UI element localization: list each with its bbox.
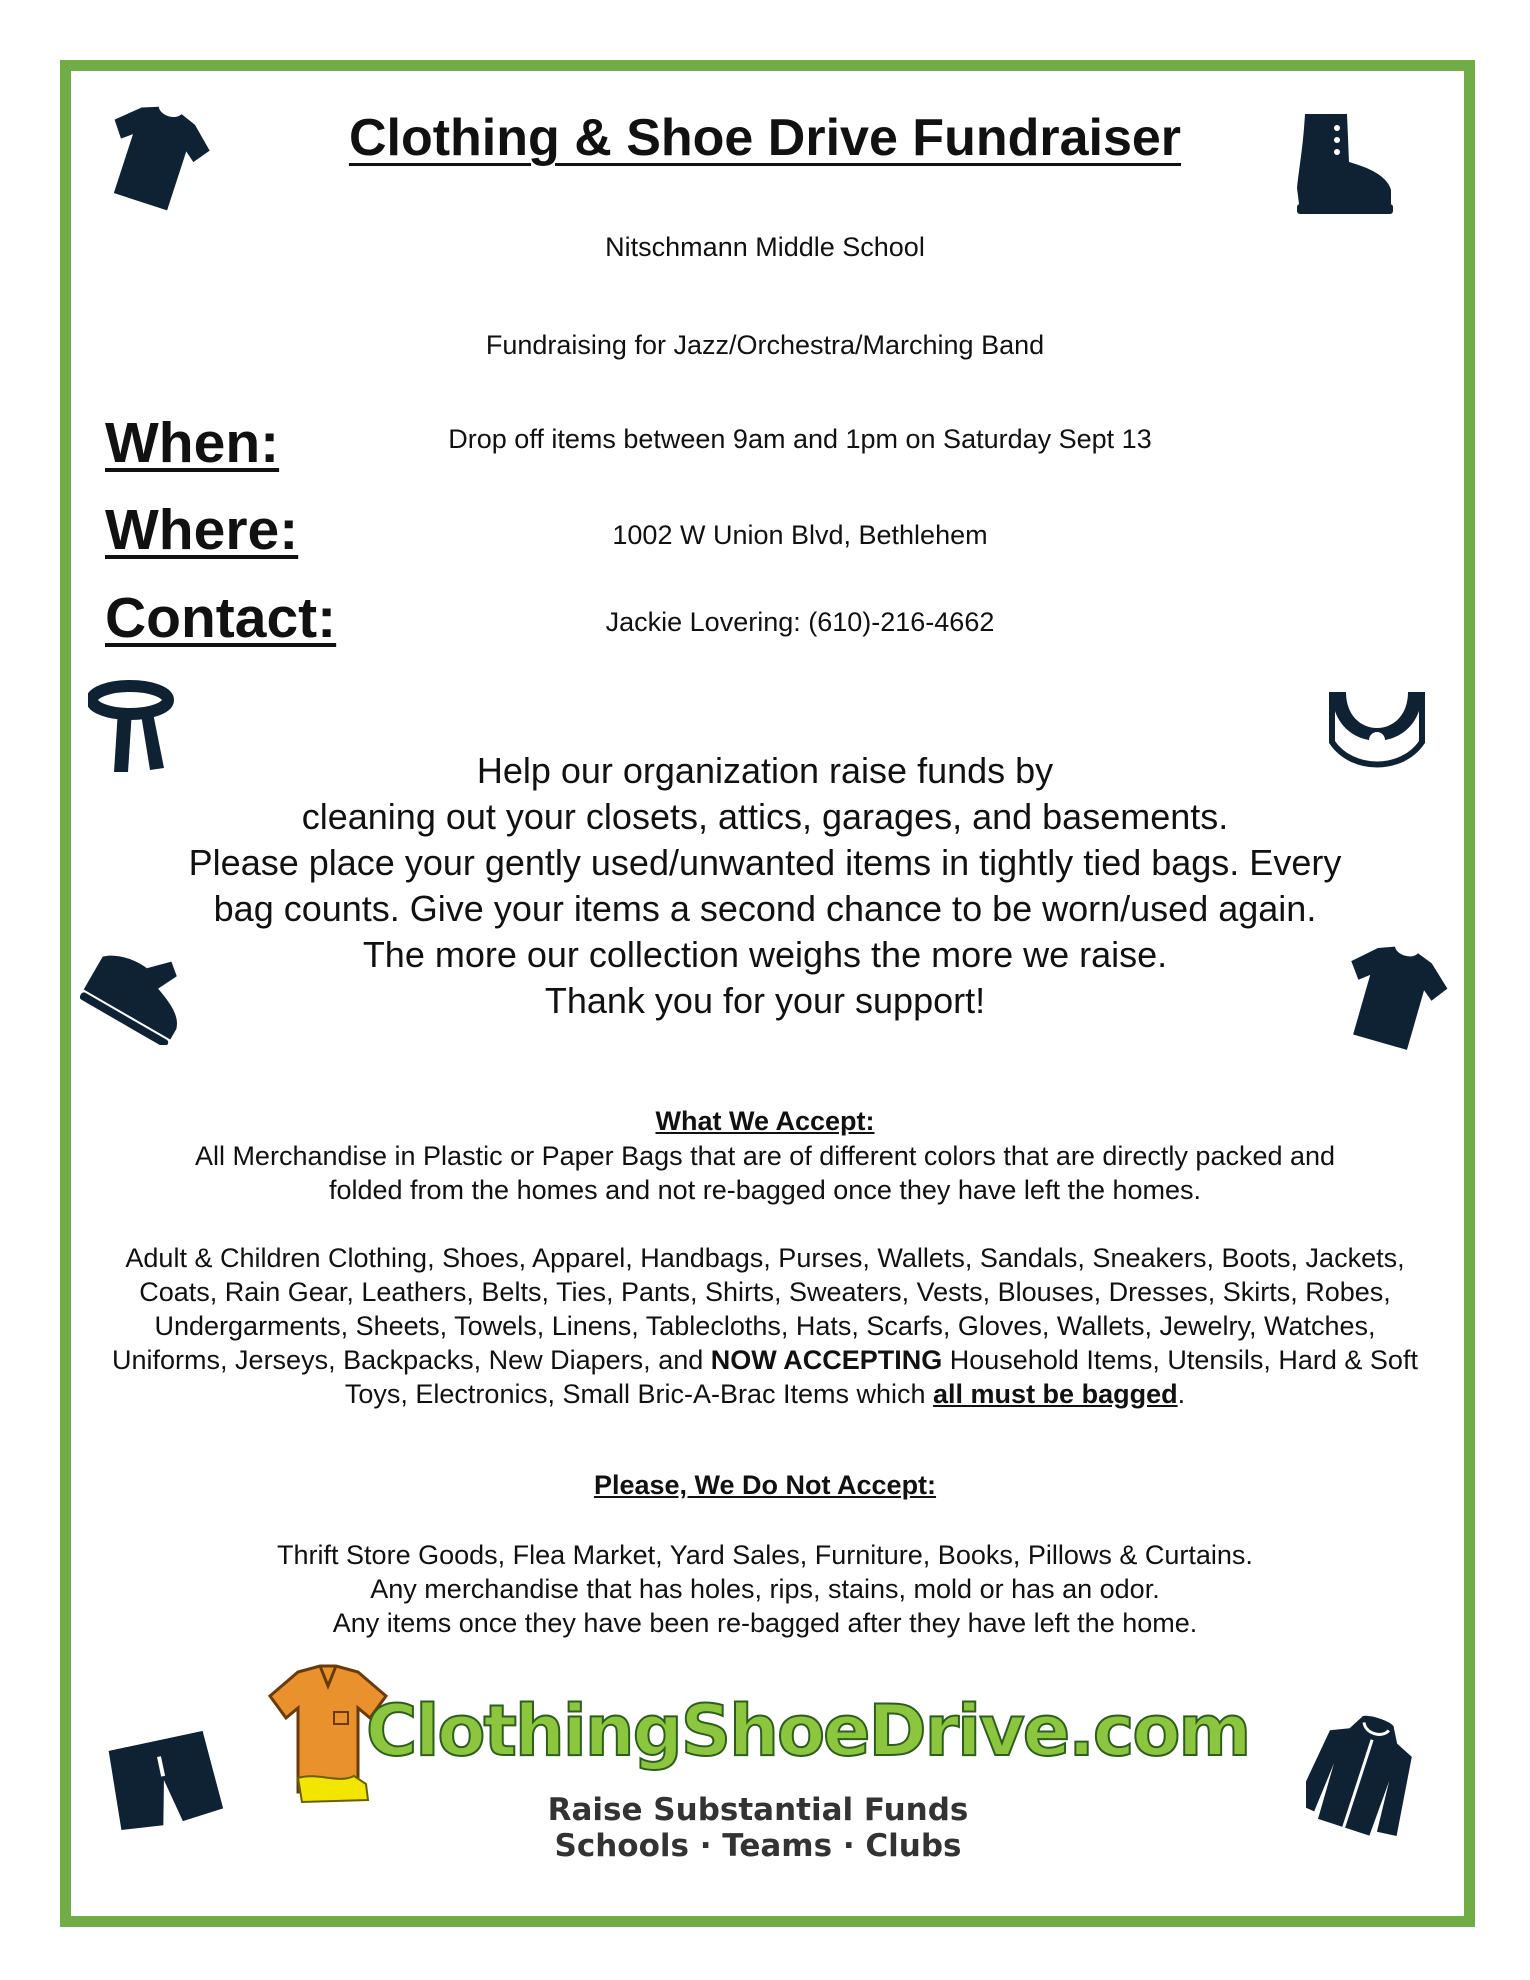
- help-line: bag counts. Give your items a second chance to be worn/used again.: [213, 888, 1317, 929]
- help-message: [100, 748, 1430, 1024]
- contact-label: Contact:: [105, 586, 337, 650]
- logo-tagline-2: Schools · Teams · Clubs: [554, 1828, 962, 1864]
- accept-items-text: Adult & Children Clothing, Shoes, Apparel, Handbags, Purses, Wallets, Sandals, Sneakers, Boots, Jackets, Coats, Rain Gear, Leathers, Belts, Ties, Pants, Shirts, Sweaters, Vests, Blouses, Dresses, Skirts, Robes, Undergarments, Sheets, Towels, Linens, Tablecloths, Hats, Scarfs, Gloves, Wallets, Jewelry, Watches, Uniforms, Jerseys, Backpacks, New Diapers, and: [112, 1243, 1405, 1375]
- not-accept-line: Any items once they have been re-bagged after they have left the home.: [332, 1608, 1198, 1638]
- accept-items-text: Household Items, Utensils, Hard & Soft Toys, Electronics, Small Bric-A-Brac Items which: [344, 1345, 1418, 1409]
- not-accept-line: Thrift Store Goods, Flea Market, Yard Sales, Furniture, Books, Pillows & Curtains.: [277, 1540, 1253, 1570]
- accept-items: [95, 1241, 1435, 1411]
- accept-heading: What We Accept:: [655, 1106, 875, 1136]
- help-line: Help our organization raise funds by: [476, 750, 1054, 791]
- contact-value: Jackie Lovering: (610)-216-4662: [605, 607, 995, 637]
- where-label: Where:: [105, 498, 299, 562]
- yellow-shoe-icon: [298, 1776, 368, 1802]
- logo-tagline-1: Raise Substantial Funds: [547, 1792, 969, 1828]
- now-accepting-text: NOW ACCEPTING: [710, 1345, 943, 1375]
- scarf-icon: [88, 680, 178, 780]
- where-value: 1002 W Union Blvd, Bethlehem: [612, 520, 988, 550]
- not-accept-line: Any merchandise that has holes, rips, stains, mold or has an odor.: [370, 1574, 1160, 1604]
- clothingshoedrive-logo: [258, 1660, 1298, 1864]
- accept-intro-line: All Merchandise in Plastic or Paper Bags that are of different colors that are directly packed and: [194, 1141, 1336, 1171]
- boot-icon: [1283, 108, 1403, 218]
- must-be-bagged-text: all must be bagged: [933, 1379, 1178, 1409]
- help-line: Thank you for your support!: [544, 980, 986, 1021]
- shorts-icon: [105, 1728, 225, 1843]
- school-name: Nitschmann Middle School: [605, 232, 925, 262]
- tshirt-icon: [95, 100, 215, 215]
- not-accept-list: [95, 1538, 1435, 1640]
- help-line: cleaning out your closets, attics, garages, and basements.: [301, 796, 1229, 837]
- sneaker-icon: [80, 940, 200, 1045]
- logo-wordmark: ClothingShoeDrive.com: [366, 1690, 1250, 1772]
- help-line: The more our collection weighs the more we raise.: [362, 934, 1168, 975]
- tshirt-icon-right: [1333, 940, 1453, 1055]
- accept-intro-line: folded from the homes and not re-bagged once they have left the homes.: [328, 1175, 1202, 1205]
- necklace-icon: [1322, 672, 1432, 777]
- accept-items-end: .: [1177, 1379, 1186, 1409]
- when-label: When:: [105, 411, 280, 475]
- not-accept-heading: Please, We Do Not Accept:: [593, 1470, 937, 1500]
- accept-intro: [95, 1139, 1435, 1207]
- help-line: Please place your gently used/unwanted items in tightly tied bags. Every: [188, 842, 1342, 883]
- when-value: Drop off items between 9am and 1pm on Saturday Sept 13: [448, 424, 1152, 454]
- page-title: Clothing & Shoe Drive Fundraiser: [348, 109, 1182, 167]
- jacket-icon: [1306, 1712, 1416, 1837]
- fundraising-purpose: Fundraising for Jazz/Orchestra/Marching Band: [485, 330, 1045, 360]
